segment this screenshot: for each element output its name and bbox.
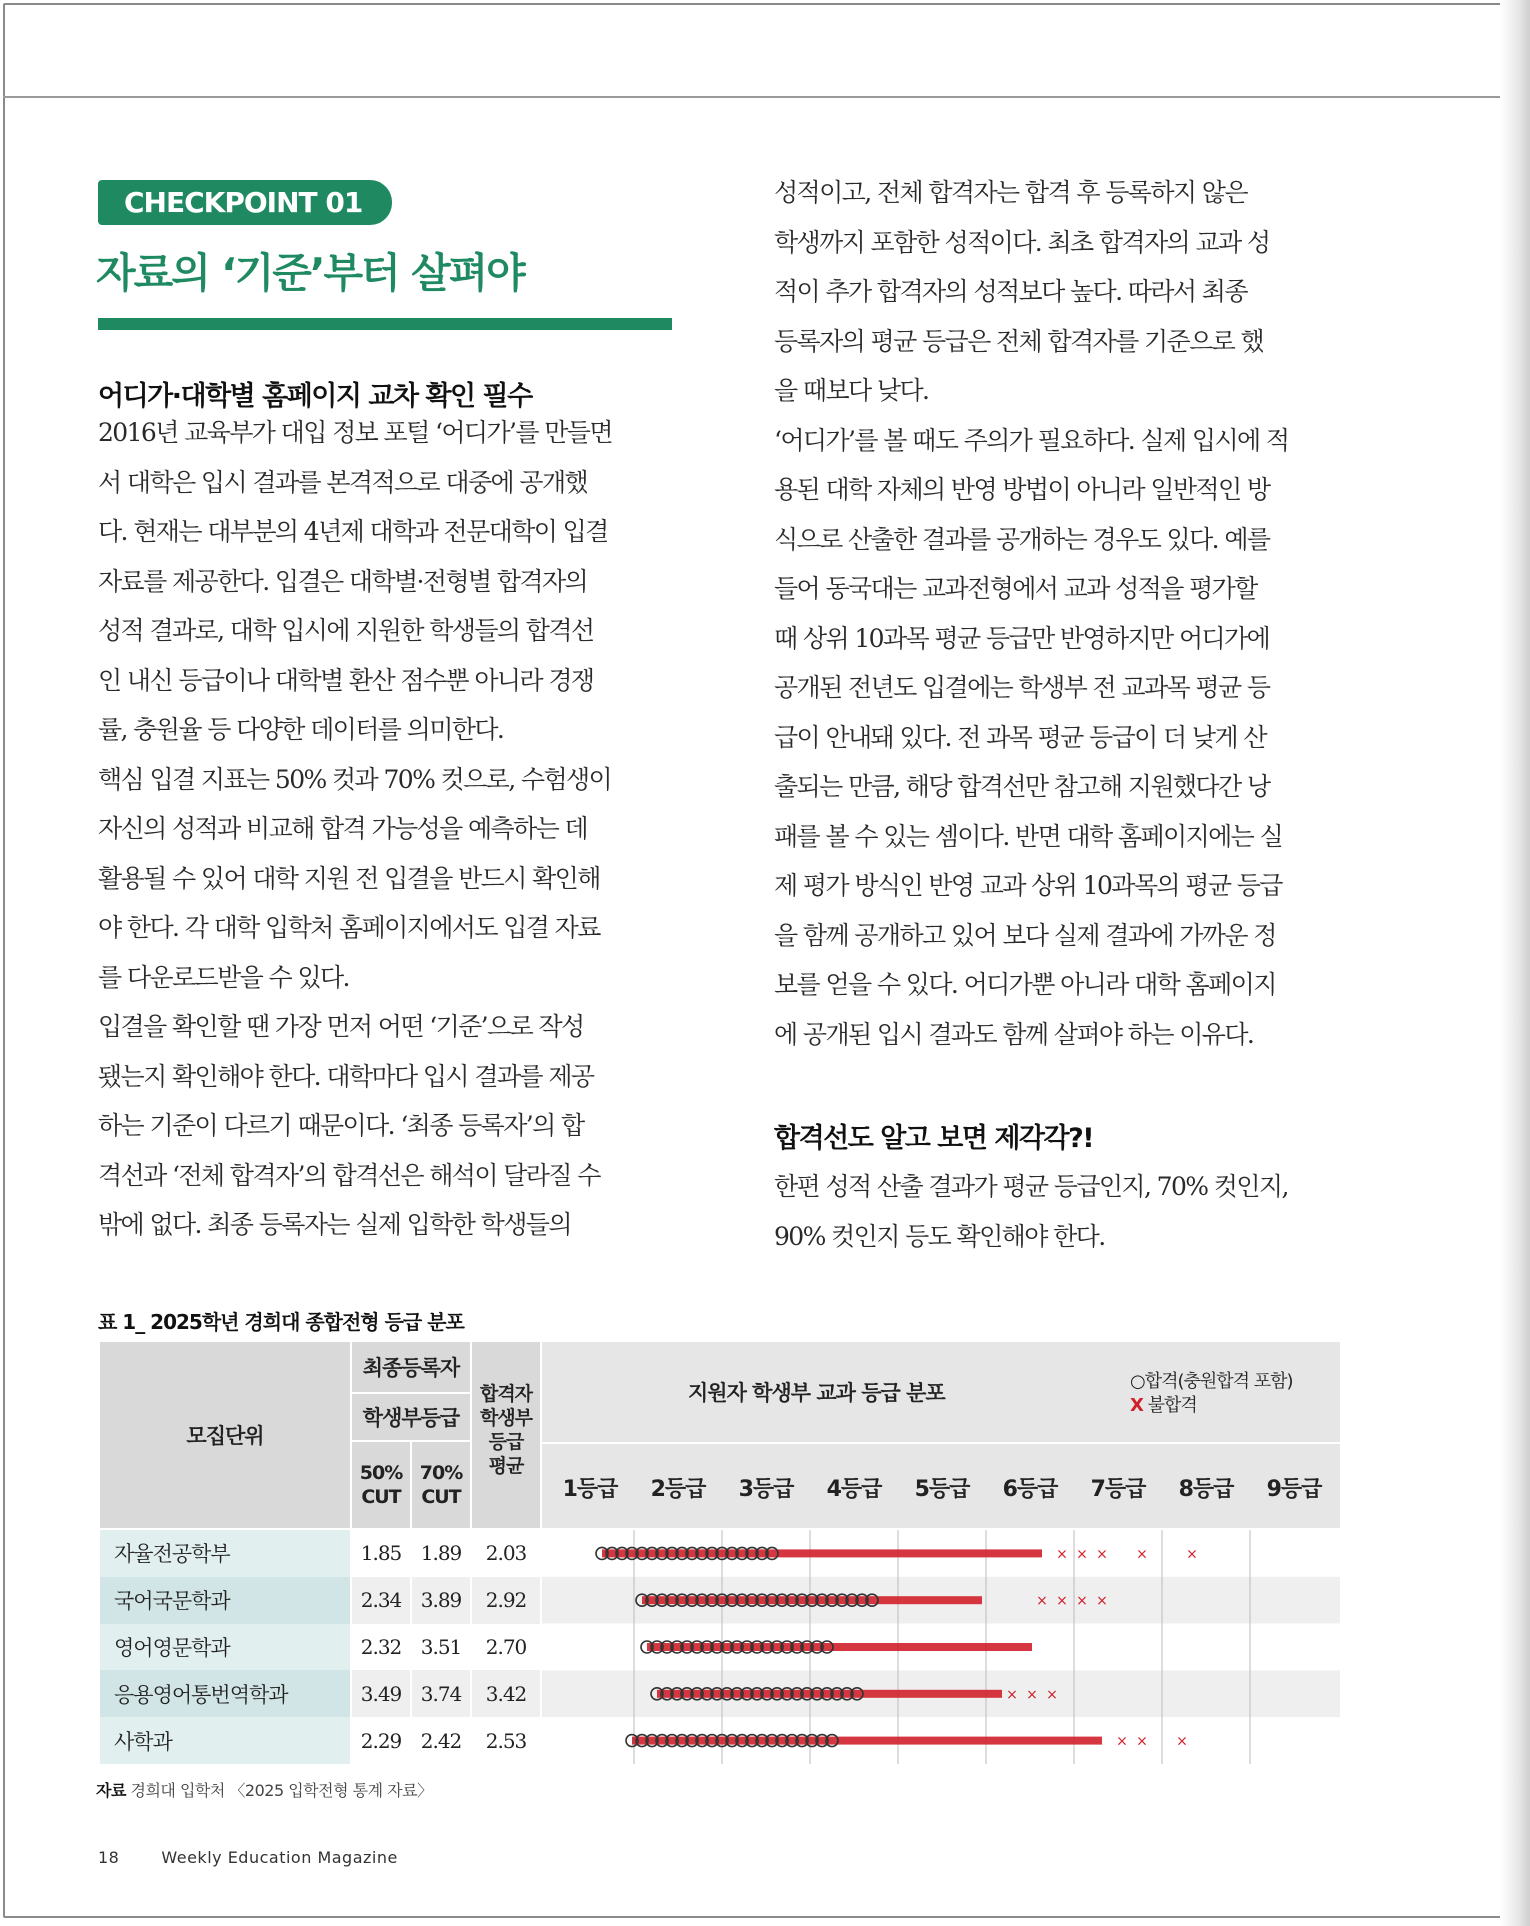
fail-mark: × (1076, 1593, 1088, 1610)
fail-mark: × (1116, 1733, 1128, 1750)
body-line: 핵심 입결 지표는 50% 컷과 70% 컷으로, 수험생이 (98, 764, 612, 794)
page-number: 18 (98, 1848, 120, 1867)
header-cut70: 70% CUT (412, 1442, 470, 1528)
grade-label: 4등급 (826, 1477, 882, 1502)
table-title: 표 1_ 2025학년 경희대 종합전형 등급 분포 (98, 1310, 464, 1334)
header-record-grade: 학생부등급 (352, 1394, 470, 1440)
header-cut50: 50% CUT (352, 1442, 410, 1528)
row-unit: 국어국문학과 (100, 1577, 350, 1624)
body-line: 입결을 확인할 땐 가장 먼저 어떤 ‘기준’으로 작성 (98, 1012, 584, 1041)
magazine-name: Weekly Education Magazine (161, 1848, 398, 1867)
body-line: 을 함께 공개하고 있어 보다 실제 결과에 가까운 정 (774, 920, 1276, 950)
row-avg: 2.70 (485, 1634, 527, 1659)
header-final: 최종등록자 (352, 1342, 470, 1392)
body-line: 90% 컷인지 등도 확인해야 한다. (774, 1221, 1105, 1251)
fail-mark: × (1096, 1546, 1108, 1563)
body-line: 등록자의 평균 등급은 전체 합격자를 기준으로 했 (774, 326, 1264, 356)
row-unit: 자율전공학부 (100, 1530, 350, 1577)
body-line: 2016년 교육부가 대입 정보 포털 ‘어디가’를 만들면 (98, 418, 612, 447)
grade-label: 1등급 (562, 1477, 618, 1502)
top-rule (3, 96, 1513, 98)
grade-label: 9등급 (1266, 1477, 1322, 1502)
fail-mark: × (1046, 1686, 1058, 1703)
grade-label: 2등급 (650, 1477, 706, 1502)
page-footer (98, 1848, 398, 1867)
page-curl (1500, 0, 1530, 1926)
legend-fail: 불합격 (1142, 1395, 1197, 1416)
fail-band (657, 1690, 1002, 1698)
row-unit: 사학과 (100, 1717, 350, 1764)
source-label: 자료 (96, 1781, 126, 1800)
body-line: 활용될 수 있어 대학 지원 전 입결을 반드시 확인해 (98, 863, 600, 893)
body-line: 를 다운로드받을 수 있다. (98, 962, 349, 992)
body-line: 됐는지 확인해야 한다. 대학마다 입시 결과를 제공 (98, 1061, 594, 1091)
body-line: 다. 현재는 대부분의 4년제 대학과 전문대학이 입결 (98, 517, 608, 546)
grade-label: 5등급 (914, 1477, 970, 1502)
header-unit: 모집단위 (100, 1342, 350, 1528)
fail-mark: × (1056, 1593, 1068, 1610)
grade-label: 3등급 (738, 1477, 794, 1502)
fail-band (642, 1596, 982, 1604)
row-cut50: 1.85 (360, 1541, 402, 1566)
body-line: 률, 충원율 등 다양한 데이터를 의미한다. (98, 715, 504, 744)
body-line: 출되는 만큼, 해당 합격선만 참고해 지원했다간 낭 (774, 772, 1270, 801)
body-line: 밖에 없다. 최종 등록자는 실제 입학한 학생들의 (98, 1210, 571, 1239)
fail-mark: × (1006, 1686, 1018, 1703)
fail-band (632, 1737, 1102, 1745)
body-line: 서 대학은 입시 결과를 본격적으로 대중에 공개했 (98, 467, 588, 497)
column2-subhead: 합격선도 알고 보면 제각각?! (774, 1123, 1094, 1154)
row-cut70: 2.42 (420, 1728, 462, 1753)
row-unit: 영어영문학과 (100, 1624, 350, 1671)
row-cut70: 3.89 (412, 1577, 470, 1624)
body-line: 제 평가 방식인 반영 교과 상위 10과목의 평균 등급 (774, 871, 1282, 900)
row-cut50: 2.29 (360, 1728, 402, 1753)
row-avg: 2.92 (472, 1577, 540, 1624)
body-line: 성적이고, 전체 합격자는 합격 후 등록하지 않은 (774, 178, 1247, 207)
body-line: 자신의 성적과 비교해 합격 가능성을 예측하는 데 (98, 814, 588, 843)
body-line: 하는 기준이 다르기 때문이다. ‘최종 등록자’의 합 (98, 1111, 584, 1140)
body-line: 보를 얻을 수 있다. 어디가뿐 아니라 대학 홈페이지 (774, 970, 1276, 999)
row-cut70: 1.89 (420, 1541, 462, 1566)
grade-label: 8등급 (1178, 1477, 1234, 1502)
column2-body-continued (774, 1162, 1288, 1261)
checkpoint-badge: CHECKPOINT 01 (98, 180, 392, 225)
body-line: 인 내신 등급이나 대학별 환산 점수뿐 아니라 경쟁 (98, 665, 594, 695)
fail-band (647, 1643, 1032, 1651)
row-cut50: 2.34 (352, 1577, 410, 1624)
header-admit-avg: 합격자 학생부 등급 평균 (472, 1342, 540, 1528)
grade-header-row (542, 1444, 1340, 1528)
fail-mark: × (1136, 1733, 1148, 1750)
body-line: 을 때보다 낮다. (774, 376, 929, 405)
section-headline: 자료의 ‘기준’부터 살펴야 (96, 249, 524, 297)
fail-mark: × (1056, 1546, 1068, 1563)
row-avg: 2.53 (485, 1728, 527, 1753)
legend (1130, 1370, 1293, 1418)
body-line: 패를 볼 수 있는 셈이다. 반면 대학 홈페이지에는 실 (774, 821, 1283, 851)
body-line: 야 한다. 각 대학 입학처 홈페이지에서도 입결 자료 (98, 913, 600, 942)
fail-mark: × (1176, 1733, 1188, 1750)
fail-mark: × (1036, 1593, 1048, 1610)
body-line: 에 공개된 입시 결과도 함께 살펴야 하는 이유다. (774, 1019, 1254, 1049)
fail-mark: × (1026, 1686, 1038, 1703)
row-unit: 응용영어통번역학과 (100, 1670, 350, 1717)
legend-pass: ○합격(충원합격 포함) (1130, 1371, 1293, 1392)
distribution-plot (542, 1530, 1340, 1764)
fail-mark: × (1096, 1593, 1108, 1610)
fail-mark: × (1076, 1546, 1088, 1563)
row-cut70: 3.51 (420, 1634, 462, 1659)
body-line: 공개된 전년도 입결에는 학생부 전 교과목 평균 등 (774, 673, 1270, 702)
legend-fail-mark: X (1130, 1395, 1143, 1416)
column1-body (98, 408, 612, 1250)
grade-label: 6등급 (1002, 1477, 1058, 1502)
grade-label: 7등급 (1090, 1477, 1146, 1502)
fail-mark: × (1136, 1546, 1148, 1563)
body-line: 격선과 ‘전체 합격자’의 합격선은 해석이 달라질 수 (98, 1160, 600, 1190)
body-line: 들어 동국대는 교과전형에서 교과 성적을 평가할 (774, 574, 1257, 603)
grade-distribution-table (100, 1342, 1340, 1764)
headline-rule (98, 318, 672, 330)
body-line: 성적 결과로, 대학 입시에 지원한 학생들의 합격선 (98, 616, 594, 645)
body-line: 학생까지 포함한 성적이다. 최초 합격자의 교과 성 (774, 227, 1270, 257)
body-line: 식으로 산출한 결과를 공개하는 경우도 있다. 예를 (774, 524, 1270, 554)
row-cut50: 2.32 (360, 1634, 402, 1659)
body-line: 자료를 제공한다. 입결은 대학별·전형별 합격자의 (98, 566, 588, 596)
body-line: 때 상위 10과목 평균 등급만 반영하지만 어디가에 (774, 623, 1270, 653)
body-line: 급이 안내돼 있다. 전 과목 평균 등급이 더 낮게 산 (774, 722, 1266, 752)
body-line: 용된 대학 자체의 반영 방법이 아니라 일반적인 방 (774, 475, 1270, 504)
column1-subhead: 어디가·대학별 홈페이지 교차 확인 필수 (98, 381, 532, 412)
fail-mark: × (1186, 1546, 1198, 1563)
body-line: 한편 성적 산출 결과가 평균 등급인지, 70% 컷인지, (774, 1172, 1288, 1201)
header-distribution: 지원자 학생부 교과 등급 분포 (542, 1342, 1340, 1442)
body-line: 적이 추가 합격자의 성적보다 높다. 따라서 최종 (774, 277, 1247, 306)
column2-body (774, 168, 1288, 1059)
row-cut70: 3.74 (412, 1670, 470, 1717)
row-avg: 2.03 (485, 1541, 527, 1566)
body-line: ‘어디가’를 볼 때도 주의가 필요하다. 실제 입시에 적 (774, 425, 1289, 455)
row-avg: 3.42 (472, 1670, 540, 1717)
row-cut50: 3.49 (352, 1670, 410, 1717)
table-source (96, 1778, 433, 1801)
source-text: 경희대 입학처 〈2025 입학전형 통계 자료〉 (125, 1781, 433, 1800)
